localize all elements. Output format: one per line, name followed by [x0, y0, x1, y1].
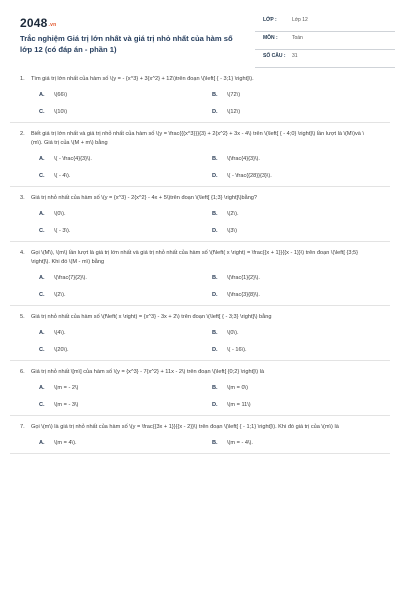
option-text: \(m = - 4\).	[227, 440, 253, 446]
option-label: A.	[39, 275, 45, 281]
question-number: 6.	[20, 369, 25, 375]
question-item	[10, 68, 390, 123]
option-label: B.	[212, 275, 218, 281]
option-label: B.	[212, 385, 218, 391]
answer-option[interactable]	[39, 329, 212, 337]
question-item	[10, 306, 390, 361]
question-stem	[10, 194, 390, 203]
question-number: 2.	[20, 131, 25, 137]
question-text: Biết giá trị lớn nhất và giá trị nhỏ nhất của hàm số \(y = \frac{{{x^3}}}{3} + 2{x^2} + 3x - 4\) trên \(\left[ { - 4;0} \right]\) lần lượt là \(M\)và \(m\). Giá trị của \(M + m\) bằng	[31, 131, 365, 146]
meta-value: Lớp 12	[292, 17, 308, 23]
page-title: Trắc nghiệm Giá trị lớn nhất và giá trị nhỏ nhất của hàm số lớp 12 (có đáp án - phần 1)	[20, 34, 233, 54]
answer-options	[39, 210, 390, 235]
question-text: Giá trị nhỏ nhất của hàm số \(f\left( x \right) = {x^3} - 3x + 2\) trên đoạn \(\left[ { - 3;3} \right]\) bằng	[31, 314, 272, 320]
option-label: B.	[212, 440, 218, 446]
answer-option[interactable]	[212, 172, 385, 180]
answer-option[interactable]	[212, 227, 385, 235]
logo-suffix: .vn	[48, 22, 57, 28]
site-logo[interactable]	[20, 16, 56, 30]
option-text: \( - \frac{4}{3}\).	[54, 156, 92, 162]
option-text: \( - 16\).	[227, 347, 247, 353]
meta-label: LỚP :	[263, 17, 277, 23]
meta-class	[255, 14, 395, 32]
question-list	[10, 68, 390, 454]
answer-option[interactable]	[212, 91, 385, 99]
question-text: Tìm giá trị lớn nhất của hàm số \(y = - {x^3} + 3{x^2} + 12\)trên đoạn \(\left[ { - 3;1} \right]\).	[31, 76, 254, 82]
answer-option[interactable]	[212, 155, 385, 163]
option-label: C.	[39, 109, 45, 115]
option-text: \(3\)	[227, 228, 237, 234]
meta-label: SỐ CÂU :	[263, 53, 286, 59]
question-stem	[10, 249, 390, 267]
question-number: 7.	[20, 424, 25, 430]
question-item	[10, 123, 390, 187]
answer-option[interactable]	[212, 108, 385, 116]
answer-option[interactable]	[39, 227, 212, 235]
option-text: \(\frac{3}{8}\).	[227, 292, 260, 298]
answer-option[interactable]	[212, 439, 385, 447]
meta-question-count	[255, 50, 395, 68]
question-stem	[10, 313, 390, 322]
option-label: C.	[39, 347, 45, 353]
answer-options	[39, 155, 390, 180]
option-text: \(66\)	[54, 92, 68, 98]
logo-text: 2048	[20, 16, 48, 30]
meta-label: MÔN :	[263, 35, 278, 41]
option-text: \(\frac{1}{2}\).	[227, 275, 260, 281]
answer-option[interactable]	[212, 329, 385, 337]
option-label: B.	[212, 330, 218, 336]
option-label: C.	[39, 402, 45, 408]
option-label: A.	[39, 92, 45, 98]
option-text: \(0\).	[227, 330, 239, 336]
meta-info	[255, 14, 395, 68]
answer-options	[39, 91, 390, 116]
question-stem	[10, 368, 390, 377]
question-number: 4.	[20, 250, 25, 256]
option-text: \( - 4\).	[54, 173, 71, 179]
answer-option[interactable]	[39, 155, 212, 163]
answer-option[interactable]	[212, 401, 385, 409]
answer-option[interactable]	[39, 384, 212, 392]
option-label: A.	[39, 211, 45, 217]
option-label: C.	[39, 173, 45, 179]
option-label: A.	[39, 385, 45, 391]
option-text: \(4\).	[54, 330, 66, 336]
option-text: \( - 3\).	[54, 228, 71, 234]
question-text: Gọi \(m\) là giá trị nhỏ nhất của hàm số \(y = \frac{{3x + 1}}{{x - 2}}\) trên đoạn \(\left[ { - 1;1} \right]\). Khi đó giá trị của \(m\) là	[31, 424, 339, 430]
option-label: C.	[39, 292, 45, 298]
document-header	[10, 6, 390, 64]
option-text: \(m = 0\)	[227, 385, 248, 391]
question-text: Giá trị nhỏ nhất \[m\] của hàm số \(y = {x^3} - 7{x^2} + 11x - 2\) trên đoạn \(\left[ {0;2} \right]\) là	[31, 369, 265, 375]
question-number: 1.	[20, 76, 25, 82]
option-text: \(20\).	[54, 347, 69, 353]
answer-option[interactable]	[212, 210, 385, 218]
option-text: \(72\)	[227, 92, 241, 98]
answer-options	[39, 384, 390, 409]
option-text: \(2\).	[54, 292, 66, 298]
answer-option[interactable]	[39, 346, 212, 354]
question-text: Giá trị nhỏ nhất của hàm số \(y = {x^3} - 2{x^2} - 4x + 5\)trên đoạn \(\left[ {1;3} \right]\)bằng?	[31, 195, 258, 201]
answer-option[interactable]	[39, 91, 212, 99]
option-text: \(\frac{7}{2}\).	[54, 275, 87, 281]
option-text: \(m = - 2\)	[54, 385, 79, 391]
option-text: \(\frac{4}{3}\).	[227, 156, 260, 162]
answer-option[interactable]	[39, 439, 212, 447]
option-label: A.	[39, 440, 45, 446]
option-text: \(10\)	[54, 109, 68, 115]
option-label: D.	[212, 109, 218, 115]
meta-subject	[255, 32, 395, 50]
option-text: \(m = 11\)	[227, 402, 251, 408]
answer-option[interactable]	[39, 210, 212, 218]
option-label: D.	[212, 347, 218, 353]
question-item	[10, 416, 390, 454]
question-stem	[10, 130, 390, 148]
option-label: D.	[212, 228, 218, 234]
question-stem	[10, 75, 390, 84]
option-label: D.	[212, 402, 218, 408]
answer-option[interactable]	[39, 274, 212, 282]
option-text: \(m = 4\).	[54, 440, 77, 446]
option-label: B.	[212, 92, 218, 98]
option-text: \( - \frac{{28}}{3}\).	[227, 173, 272, 179]
answer-option[interactable]	[212, 291, 385, 299]
option-label: B.	[212, 156, 218, 162]
option-text: \(0\).	[54, 211, 66, 217]
question-item	[10, 242, 390, 306]
answer-options	[39, 439, 390, 447]
answer-option[interactable]	[212, 346, 385, 354]
answer-option[interactable]	[39, 172, 212, 180]
option-label: D.	[212, 173, 218, 179]
option-text: \(12\)	[227, 109, 241, 115]
answer-option[interactable]	[39, 401, 212, 409]
option-label: D.	[212, 292, 218, 298]
question-text: Gọi \(M\), \(m\) lần lượt là giá trị lớn nhất và giá trị nhỏ nhất của hàm số \(f\left( x \right) = \frac{{x + 1}}{{x - 1}}\) trên đoạn \(\left[ {3;5} \right]\). Khi đó \(M - m\) bằng	[31, 250, 358, 265]
answer-option[interactable]	[39, 291, 212, 299]
option-text: \(m = - 3\)	[54, 402, 79, 408]
answer-options	[39, 329, 390, 354]
meta-value: 31	[292, 53, 298, 59]
answer-options	[39, 274, 390, 299]
option-label: B.	[212, 211, 218, 217]
option-label: A.	[39, 330, 45, 336]
answer-option[interactable]	[212, 384, 385, 392]
question-number: 5.	[20, 314, 25, 320]
question-item	[10, 187, 390, 242]
option-label: C.	[39, 228, 45, 234]
meta-value: Toán	[292, 35, 303, 41]
question-item	[10, 361, 390, 416]
answer-option[interactable]	[39, 108, 212, 116]
option-label: A.	[39, 156, 45, 162]
answer-option[interactable]	[212, 274, 385, 282]
question-number: 3.	[20, 195, 25, 201]
option-text: \(2\).	[227, 211, 239, 217]
question-stem	[10, 423, 390, 432]
